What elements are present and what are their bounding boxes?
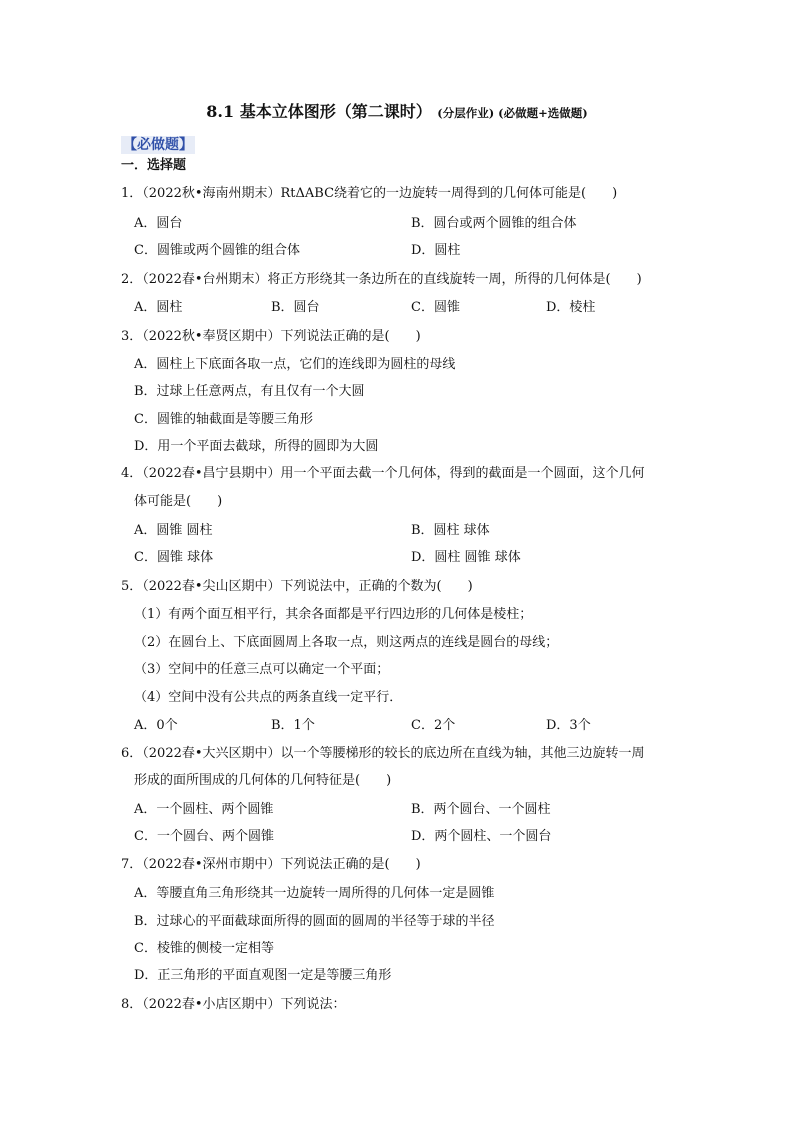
question-4-stem-continued: 体可能是( )	[134, 494, 223, 509]
question-2-option-b: B．圆台	[271, 300, 320, 315]
section-tag: 【必做题】	[123, 137, 193, 153]
question-1-option-b: B．圆台或两个圆锥的组合体	[411, 216, 577, 231]
question-6-option-b: B．两个圆台、一个圆柱	[411, 802, 551, 817]
question-1-stem: 1．（2022秋•海南州期末）RtΔABC绕着它的一边旋转一周得到的几何体可能是( )	[121, 186, 618, 201]
question-4-stem: 4．（2022春•昌宁县期中）用一个平面去截一个几何体，得到的截面是一个圆面，这个几何	[121, 466, 645, 481]
question-5-option-a: A．0个	[134, 718, 178, 733]
question-5-statement-1: （1）有两个面互相平行，其余各面都是平行四边形的几何体是棱柱；	[134, 607, 533, 622]
question-2-stem: 2．（2022春•台州期末）将正方形绕其一条边所在的直线旋转一周，所得的几何体是( )	[121, 272, 642, 287]
question-4-option-b: B．圆柱 球体	[411, 523, 490, 538]
question-1-option-c: C．圆锥或两个圆锥的组合体	[134, 243, 300, 258]
question-2-option-d: D．棱柱	[546, 300, 596, 315]
question-3-stem: 3．（2022秋•奉贤区期中）下列说法正确的是( )	[121, 329, 421, 344]
question-1-option-d: D．圆柱	[411, 243, 461, 258]
question-2-option-c: C．圆锥	[411, 300, 460, 315]
question-8-stem: 8．（2022春•小店区期中）下列说法：	[121, 997, 346, 1012]
question-3-option-d: D．用一个平面去截球，所得的圆即为大圆	[134, 439, 379, 454]
question-5-option-c: C．2个	[411, 718, 456, 733]
question-5-statement-4: （4）空间中没有公共点的两条直线一定平行．	[134, 690, 403, 705]
question-6-stem: 6．（2022春•大兴区期中）以一个等腰梯形的较长的底边所在直线为轴，其他三边旋转一周	[121, 746, 645, 761]
question-6-option-c: C．一个圆台、两个圆锥	[134, 829, 274, 844]
question-1-option-a: A．圆台	[134, 216, 183, 231]
question-6-option-d: D．两个圆柱、一个圆台	[411, 829, 552, 844]
question-4-option-a: A．圆锥 圆柱	[134, 523, 213, 538]
question-6-stem-continued: 形成的面所围成的几何体的几何特征是( )	[134, 773, 392, 788]
question-2-option-a: A．圆柱	[134, 300, 183, 315]
question-5-stem: 5．（2022春•尖山区期中）下列说法中，正确的个数为( )	[121, 579, 473, 594]
question-3-option-c: C．圆锥的轴截面是等腰三角形	[134, 412, 313, 427]
question-5-option-d: D．3个	[546, 718, 591, 733]
question-7-stem: 7．（2022春•深州市期中）下列说法正确的是( )	[121, 857, 421, 872]
question-5-option-b: B．1个	[271, 718, 315, 733]
title-main: 8.1 基本立体图形（第二课时）	[206, 102, 432, 121]
question-3-option-a: A．圆柱上下底面各取一点，它们的连线即为圆柱的母线	[134, 357, 456, 372]
title-sub: (分层作业) (必做题+选做题)	[437, 106, 588, 120]
question-6-option-a: A．一个圆柱、两个圆锥	[134, 802, 274, 817]
question-7-option-a: A．等腰直角三角形绕其一边旋转一周所得的几何体一定是圆锥	[134, 886, 495, 901]
question-5-statement-3: （3）空间中的任意三点可以确定一个平面；	[134, 662, 390, 677]
question-3-option-b: B．过球上任意两点，有且仅有一个大圆	[134, 384, 365, 399]
page-title	[0, 99, 794, 122]
question-5-statement-2: （2）在圆台上、下底面圆周上各取一点，则这两点的连线是圆台的母线；	[134, 635, 559, 650]
question-7-option-d: D．正三角形的平面直观图一定是等腰三角形	[134, 968, 392, 983]
question-7-option-c: C．棱锥的侧棱一定相等	[134, 941, 274, 956]
question-4-option-c: C．圆锥 球体	[134, 550, 214, 565]
question-4-option-d: D．圆柱 圆锥 球体	[411, 550, 521, 565]
question-7-option-b: B．过球心的平面截球面所得的圆面的圆周的半径等于球的半径	[134, 914, 495, 929]
section-heading: 一．选择题	[121, 158, 187, 173]
